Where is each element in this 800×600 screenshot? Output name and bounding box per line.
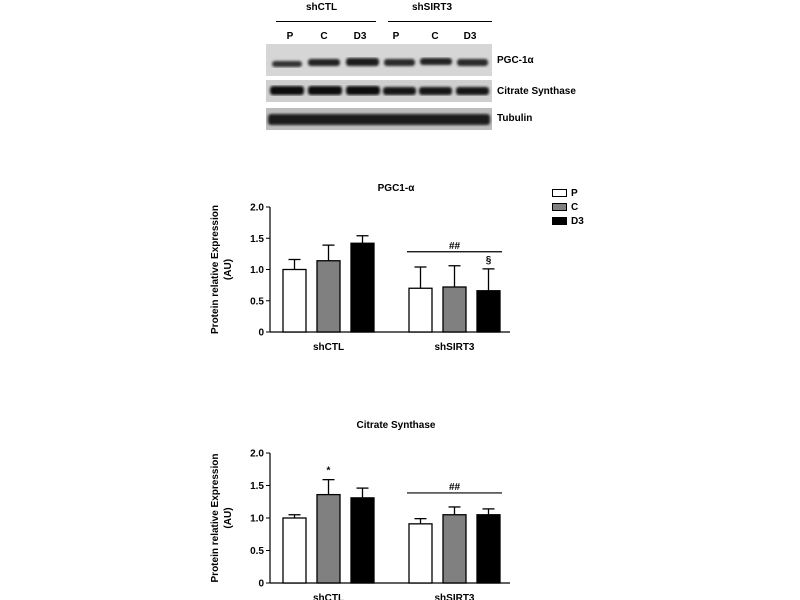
chart-title: Citrate Synthase [356, 420, 436, 431]
blot-lane-label: C [431, 31, 439, 42]
blot-lane-label: C [320, 31, 328, 42]
y-axis-label: (AU) [223, 507, 234, 529]
x-category-label: shSIRT3 [434, 593, 475, 600]
bar-annotation: * [326, 465, 331, 477]
blot-band-label-tubulin: Tubulin [497, 113, 533, 124]
bar [351, 498, 374, 583]
legend-label: D3 [571, 215, 584, 227]
bar [317, 495, 340, 583]
blot-group-label-shctl: shCTL [306, 2, 338, 13]
y-tick-label: 1.5 [250, 481, 264, 492]
bar [283, 270, 306, 333]
bar [283, 518, 306, 583]
bar [351, 243, 374, 332]
y-tick-label: 0 [258, 327, 264, 339]
significance-label: ## [448, 481, 461, 493]
bar [477, 515, 500, 583]
chart-citrate-synthase [210, 420, 510, 600]
legend-label: P [571, 187, 578, 199]
y-tick-label: 2.0 [250, 202, 264, 214]
x-category-label: shSIRT3 [434, 342, 475, 353]
y-tick-label: 1.0 [250, 513, 264, 525]
significance-label: ## [448, 240, 461, 252]
blot-lane-label: D3 [353, 31, 367, 42]
bar [409, 524, 432, 583]
bar [443, 515, 466, 583]
y-tick-label: 0.5 [250, 296, 264, 308]
blot-band-label-pgc1a: PGC-1α [497, 55, 534, 66]
legend-label: C [571, 201, 579, 213]
y-axis-label: (AU) [223, 258, 234, 281]
blot-lane-label: D3 [463, 31, 477, 42]
blot-lane-label: P [392, 31, 400, 42]
blot-band-label-citrate-synthase: Citrate Synthase [497, 86, 576, 97]
y-tick-label: 0 [258, 578, 264, 590]
y-tick-label: 0.5 [250, 546, 264, 557]
blot-group-label-shsirt3: shSIRT3 [412, 2, 453, 13]
y-tick-label: 1.5 [250, 233, 264, 245]
blot-lane-label: P [286, 31, 294, 42]
bar-annotation: § [485, 254, 492, 266]
x-category-label: shCTL [312, 593, 345, 600]
bar [477, 291, 500, 332]
x-category-label: shCTL [312, 342, 345, 353]
chart-pgc1a [210, 183, 510, 353]
y-axis-label: Protein relative Expression [210, 205, 221, 334]
y-axis-label: Protein relative Expression [210, 453, 221, 583]
y-tick-label: 1.0 [250, 265, 264, 276]
bar [409, 288, 432, 332]
y-tick-label: 2.0 [250, 448, 264, 460]
chart-title: PGC1-α [377, 183, 415, 194]
bar [443, 287, 466, 332]
bar [317, 261, 340, 332]
